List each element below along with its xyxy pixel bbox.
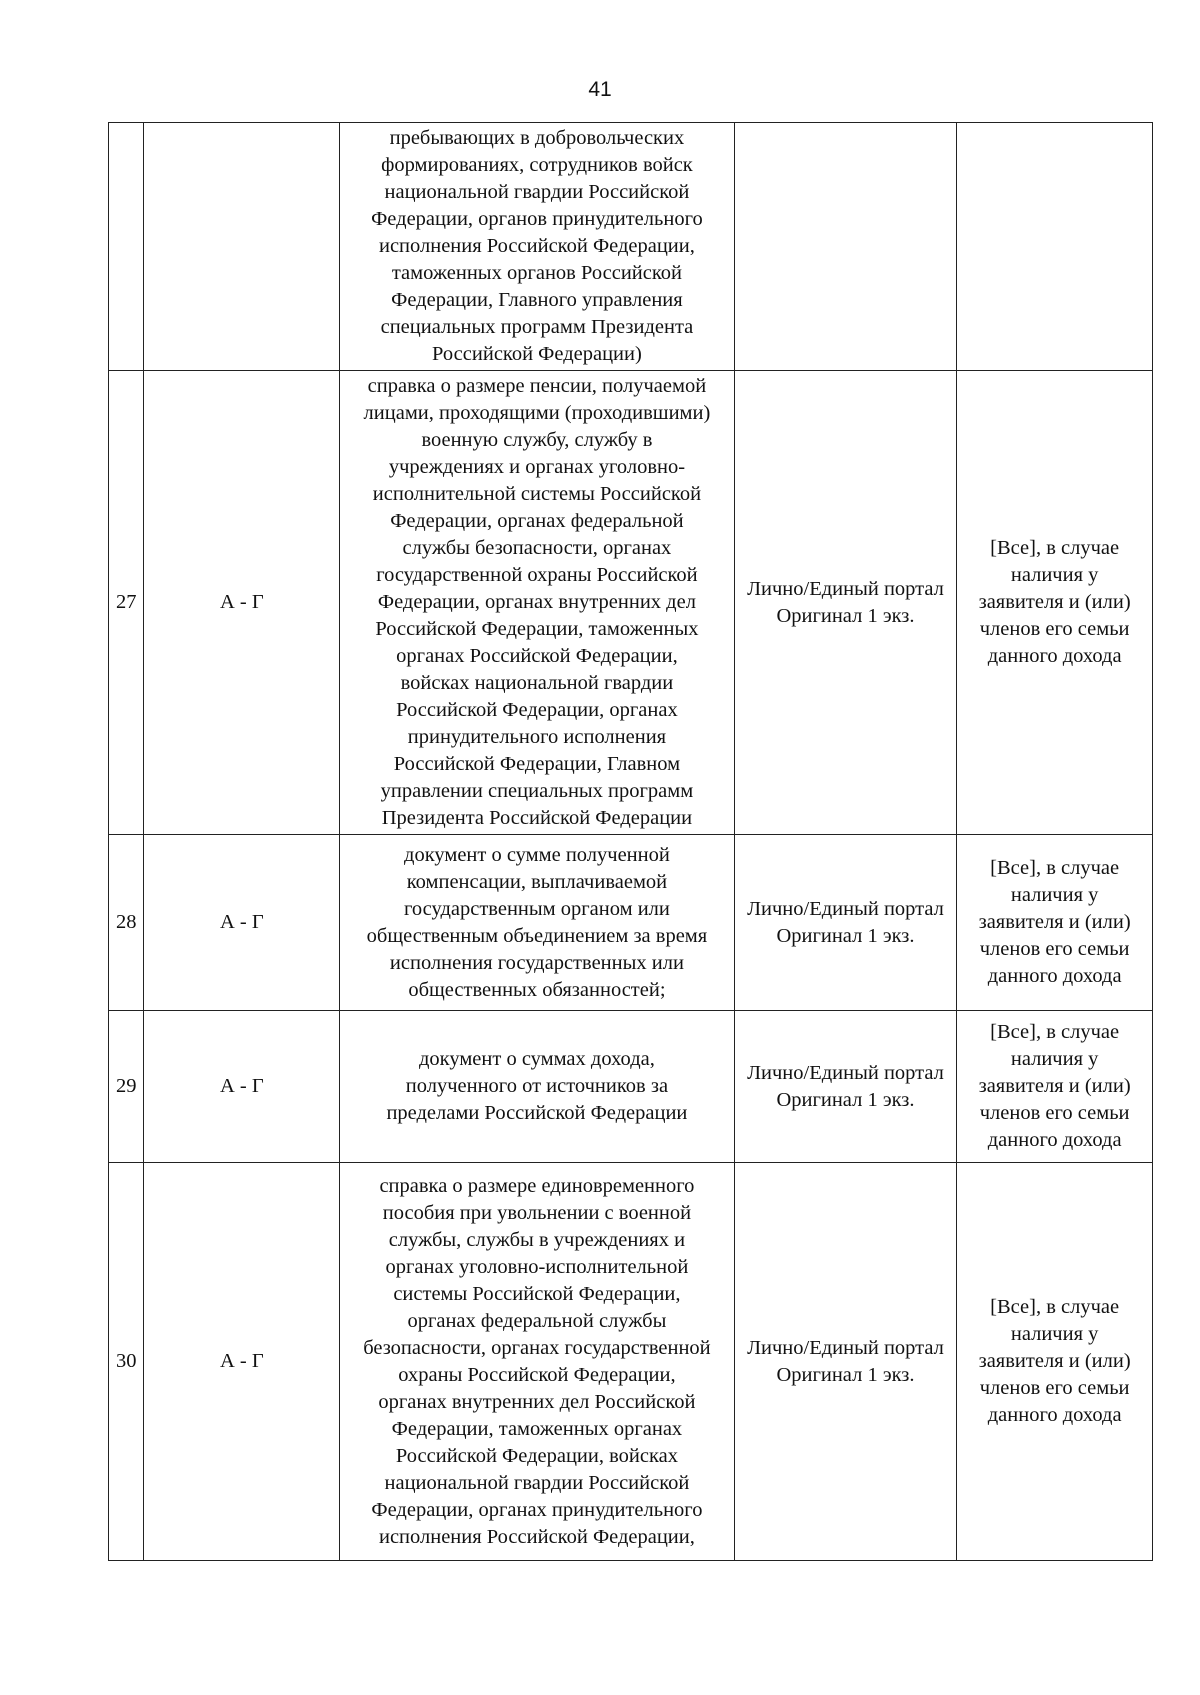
category-cell: А - Г (144, 371, 340, 835)
description-cell: справка о размере пенсии, получаемой лицами, проходящими (проходившими) военную службу, службу в учреждениях и органах уголовно- исполнительной системы Российской Федерации, органах федеральной службы безопасности, органах государственной охраны Российской Федерации, органах внутренних дел Российской Федерации, таможенных органах Российской Федерации, войсках национальной гвардии Российской Федерации, органах принудительного исполнения Российской Федерации, Главном управлении специальных программ Президента Российской Федерации (340, 371, 735, 835)
applicability-note-cell (957, 123, 1153, 371)
description-cell: документ о сумме полученной компенсации, выплачиваемой государственным органом или общественным объединением за время исполнения государственных или общественных обязанностей; (340, 835, 735, 1011)
table-row (109, 123, 1153, 371)
category-cell: А - Г (144, 1163, 340, 1561)
description-cell: пребывающих в добровольческих формированиях, сотрудников войск национальной гвардии Российской Федерации, органов принудительного исполнения Российской Федерации, таможенных органов Российской Федерации, Главного управления специальных программ Президента Российской Федерации) (340, 123, 735, 371)
applicability-note-cell: [Все], в случае наличия у заявителя и (или) членов его семьи данного дохода (957, 1163, 1153, 1561)
submission-method-cell: Лично/Единый портал Оригинал 1 экз. (734, 835, 957, 1011)
submission-method-cell: Лично/Единый портал Оригинал 1 экз. (734, 1163, 957, 1561)
category-cell: А - Г (144, 835, 340, 1011)
description-cell: документ о суммах дохода, полученного от источников за пределами Российской Федерации (340, 1011, 735, 1163)
row-number-cell: 30 (109, 1163, 144, 1561)
table-row (109, 1163, 1153, 1561)
applicability-note-cell: [Все], в случае наличия у заявителя и (или) членов его семьи данного дохода (957, 371, 1153, 835)
table-row (109, 371, 1153, 835)
row-number-cell: 29 (109, 1011, 144, 1163)
table-row (109, 1011, 1153, 1163)
description-cell: справка о размере единовременного пособия при увольнении с военной службы, службы в учреждениях и органах уголовно-исполнительной системы Российской Федерации, органах федеральной службы безопасности, органах государственной охраны Российской Федерации, органах внутренних дел Российской Федерации, таможенных органах Российской Федерации, войсках национальной гвардии Российской Федерации, органах принудительного исполнения Российской Федерации, (340, 1163, 735, 1561)
category-cell: А - Г (144, 1011, 340, 1163)
row-number-cell (109, 123, 144, 371)
documents-table (108, 122, 1153, 1561)
page-number: 41 (588, 78, 612, 101)
submission-method-cell (734, 123, 957, 371)
row-number-cell: 27 (109, 371, 144, 835)
table-row (109, 835, 1153, 1011)
submission-method-cell: Лично/Единый портал Оригинал 1 экз. (734, 371, 957, 835)
applicability-note-cell: [Все], в случае наличия у заявителя и (или) членов его семьи данного дохода (957, 1011, 1153, 1163)
submission-method-cell: Лично/Единый портал Оригинал 1 экз. (734, 1011, 957, 1163)
row-number-cell: 28 (109, 835, 144, 1011)
applicability-note-cell: [Все], в случае наличия у заявителя и (или) членов его семьи данного дохода (957, 835, 1153, 1011)
category-cell (144, 123, 340, 371)
